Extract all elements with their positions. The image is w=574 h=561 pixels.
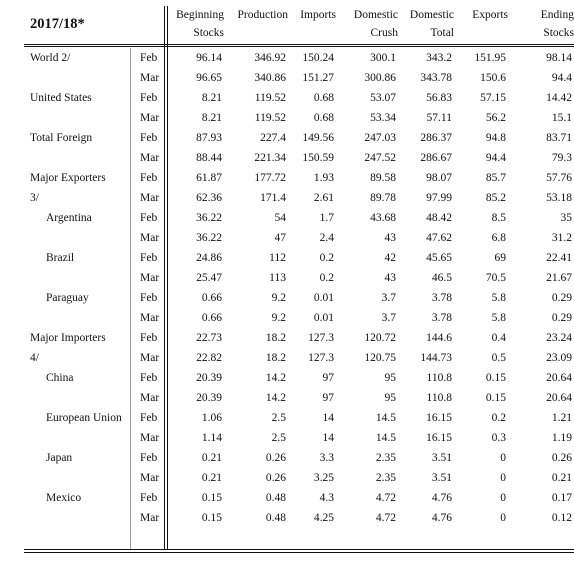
table-cell: 47.62	[426, 232, 452, 244]
table-cell: 20.64	[546, 372, 572, 384]
table-cell: 97	[322, 372, 334, 384]
table-cell: 9.2	[271, 292, 286, 304]
table-cell: 22.82	[196, 352, 222, 364]
table-cell: 0	[500, 472, 506, 484]
table-cell: 47	[274, 232, 286, 244]
table-cell: 8.5	[491, 212, 506, 224]
table-cell: 1.7	[319, 212, 334, 224]
table-cell: 113	[269, 272, 286, 284]
table-cell: 18.2	[265, 332, 286, 344]
row-label	[24, 428, 134, 448]
table-cell: 0.2	[491, 412, 506, 424]
table-cell: 2.5	[271, 432, 286, 444]
table-row	[24, 88, 574, 108]
table-row	[24, 348, 574, 368]
table-cell: 2.5	[271, 412, 286, 424]
table-cell: 149.56	[302, 132, 334, 144]
table-cell: 0.66	[201, 292, 222, 304]
table-cell: 0.15	[201, 512, 222, 524]
table-cell: 0	[500, 492, 506, 504]
table-cell: 61.87	[196, 172, 222, 184]
table-cell: 88.44	[196, 152, 222, 164]
table-cell: 1.06	[201, 412, 222, 424]
table-cell: 0.01	[313, 312, 334, 324]
table-cell: 14.2	[265, 392, 286, 404]
table-cell: 221.34	[254, 152, 286, 164]
table-cell: 23.09	[546, 352, 572, 364]
row-month: Mar	[140, 352, 160, 364]
table-cell: 0.48	[265, 492, 286, 504]
table-cell: 300.1	[370, 52, 396, 64]
table-cell: 144.73	[420, 352, 452, 364]
row-month: Feb	[140, 172, 158, 184]
table-row	[24, 68, 574, 88]
table-cell: 0.2	[319, 272, 334, 284]
table-cell: 0.68	[313, 112, 334, 124]
table-cell: 14.5	[375, 412, 396, 424]
table-cell: 3.3	[319, 452, 334, 464]
table-cell: 4.25	[313, 512, 334, 524]
table-cell: 300.86	[364, 72, 396, 84]
row-month: Mar	[140, 152, 160, 164]
supply-demand-table	[24, 6, 574, 528]
table-cell: 3.7	[381, 312, 396, 324]
row-month: Mar	[140, 512, 160, 524]
table-cell: 3.51	[431, 452, 452, 464]
row-month: Feb	[140, 332, 158, 344]
table-cell: 4.72	[375, 492, 396, 504]
table-cell: 36.22	[196, 212, 222, 224]
table-cell: 1.19	[551, 432, 572, 444]
row-label: Paraguay	[46, 292, 89, 304]
row-month: Mar	[140, 432, 160, 444]
table-row	[24, 168, 574, 188]
row-label	[24, 308, 134, 328]
table-cell: 0.5	[491, 352, 506, 364]
table-cell: 18.2	[265, 352, 286, 364]
table-row	[24, 108, 574, 128]
col-header-sub: Crush	[370, 27, 398, 39]
table-cell: 21.67	[546, 272, 572, 284]
table-cell: 0.21	[551, 472, 572, 484]
table-row	[24, 388, 574, 408]
table-cell: 2.35	[375, 472, 396, 484]
table-cell: 112	[269, 252, 286, 264]
table-cell: 36.22	[196, 232, 222, 244]
table-cell: 1.21	[551, 412, 572, 424]
table-cell: 79.3	[551, 152, 572, 164]
table-cell: 83.71	[546, 132, 572, 144]
row-month: Feb	[140, 292, 158, 304]
row-label: 3/	[30, 192, 39, 204]
row-label	[24, 228, 134, 248]
row-month: Mar	[140, 312, 160, 324]
table-cell: 96.65	[196, 72, 222, 84]
table-cell: 54	[274, 212, 286, 224]
table-cell: 14.42	[546, 92, 572, 104]
row-label: Mexico	[46, 492, 82, 504]
table-row	[24, 468, 574, 488]
row-label: Major Exporters	[30, 172, 106, 184]
table-cell: 0.26	[551, 452, 572, 464]
table-cell: 35	[560, 212, 572, 224]
table-cell: 227.4	[260, 132, 286, 144]
row-label	[24, 268, 134, 288]
table-cell: 151.27	[302, 72, 334, 84]
table-cell: 0.48	[265, 512, 286, 524]
table-cell: 0.26	[265, 472, 286, 484]
col-header-sub	[454, 24, 508, 42]
table-cell: 150.24	[302, 52, 334, 64]
table-cell: 4.76	[431, 512, 452, 524]
col-header: Ending	[540, 9, 574, 21]
table-cell: 2.4	[319, 232, 334, 244]
row-month: Feb	[140, 452, 158, 464]
table-cell: 57.76	[546, 172, 572, 184]
row-label: United States	[30, 92, 92, 104]
table-cell: 4.76	[431, 492, 452, 504]
row-month: Mar	[140, 112, 160, 124]
table-cell: 20.64	[546, 392, 572, 404]
table-cell: 127.3	[308, 352, 334, 364]
row-label	[24, 68, 134, 88]
table-cell: 343.2	[426, 52, 452, 64]
table-cell: 15.1	[551, 112, 572, 124]
row-label	[24, 148, 134, 168]
table-cell: 22.73	[196, 332, 222, 344]
table-cell: 0.21	[201, 472, 222, 484]
table-row	[24, 368, 574, 388]
row-label: World 2/	[30, 52, 71, 64]
table-cell: 0	[500, 452, 506, 464]
table-cell: 8.21	[201, 92, 222, 104]
row-month: Feb	[140, 412, 158, 424]
row-month: Mar	[140, 472, 160, 484]
table-cell: 20.39	[196, 372, 222, 384]
table-cell: 53.34	[370, 112, 396, 124]
col-header: Domestic	[353, 9, 398, 21]
row-month: Feb	[140, 492, 158, 504]
table-row	[24, 188, 574, 208]
table-cell: 177.72	[254, 172, 286, 184]
col-header: Imports	[300, 9, 336, 21]
table-cell: 62.36	[196, 192, 222, 204]
table-title: 2017/18*	[30, 16, 85, 32]
table-cell: 70.5	[485, 272, 506, 284]
table-cell: 3.78	[431, 312, 452, 324]
table-cell: 286.67	[420, 152, 452, 164]
row-month: Feb	[140, 132, 158, 144]
table-row	[24, 128, 574, 148]
table-cell: 110.8	[426, 392, 452, 404]
row-month: Mar	[140, 392, 160, 404]
row-label	[24, 508, 134, 528]
table-cell: 0.15	[201, 492, 222, 504]
table-row	[24, 308, 574, 328]
col-header-sub	[288, 24, 336, 42]
table-cell: 87.93	[196, 132, 222, 144]
table-cell: 97.99	[426, 192, 452, 204]
table-cell: 98.14	[546, 52, 572, 64]
table-cell: 14	[322, 432, 334, 444]
table-cell: 94.4	[551, 72, 572, 84]
table-cell: 56.2	[485, 112, 506, 124]
table-cell: 4.72	[375, 512, 396, 524]
table-cell: 0.68	[313, 92, 334, 104]
table-cell: 150.6	[480, 72, 506, 84]
table-row	[24, 248, 574, 268]
col-header: Beginning	[176, 9, 224, 21]
table-cell: 0.3	[491, 432, 506, 444]
table-cell: 0	[500, 512, 506, 524]
row-label: Brazil	[46, 252, 75, 264]
table-row	[24, 428, 574, 448]
row-label: Japan	[46, 452, 73, 464]
table-cell: 57.15	[480, 92, 506, 104]
table-cell: 0.21	[201, 452, 222, 464]
table-cell: 89.78	[370, 192, 396, 204]
table-cell: 48.42	[426, 212, 452, 224]
table-cell: 343.78	[420, 72, 452, 84]
table-row	[24, 268, 574, 288]
table-cell: 110.8	[426, 372, 452, 384]
table-cell: 0.12	[551, 512, 572, 524]
table-cell: 57.11	[426, 112, 452, 124]
col-header-sub: Stocks	[193, 27, 224, 39]
table-cell: 16.15	[426, 432, 452, 444]
table-cell: 14.5	[375, 432, 396, 444]
row-month: Mar	[140, 272, 160, 284]
row-month: Feb	[140, 92, 158, 104]
table-cell: 0.01	[313, 292, 334, 304]
table-cell: 95	[384, 392, 396, 404]
table-cell: 151.95	[474, 52, 506, 64]
table-cell: 31.2	[551, 232, 572, 244]
table-cell: 96.14	[196, 52, 222, 64]
col-header: Production	[237, 9, 288, 21]
table-cell: 43.68	[370, 212, 396, 224]
row-label: Argentina	[46, 212, 92, 224]
row-label: China	[46, 372, 74, 384]
table-row	[24, 48, 574, 68]
table-cell: 25.47	[196, 272, 222, 284]
row-month: Feb	[140, 372, 158, 384]
table-cell: 24.86	[196, 252, 222, 264]
table-cell: 53.18	[546, 192, 572, 204]
table-cell: 6.8	[491, 232, 506, 244]
table-cell: 1.14	[201, 432, 222, 444]
table-cell: 0.2	[319, 252, 334, 264]
table-row	[24, 328, 574, 348]
header-row-1	[24, 6, 574, 24]
table-row	[24, 148, 574, 168]
table-cell: 120.75	[364, 352, 396, 364]
table-cell: 20.39	[196, 392, 222, 404]
table-cell: 9.2	[271, 312, 286, 324]
table-cell: 85.2	[485, 192, 506, 204]
table-row	[24, 228, 574, 248]
col-header-sub	[224, 24, 288, 42]
bottom-rule-double	[24, 552, 574, 553]
table-body	[24, 48, 574, 528]
table-row	[24, 448, 574, 468]
row-label	[24, 468, 134, 488]
table-cell: 127.3	[308, 332, 334, 344]
table-cell: 46.5	[431, 272, 452, 284]
table-row	[24, 408, 574, 428]
table-cell: 5.8	[491, 312, 506, 324]
row-month: Feb	[140, 52, 158, 64]
table-cell: 3.78	[431, 292, 452, 304]
row-label: Major Importers	[30, 332, 106, 344]
table-cell: 346.92	[254, 52, 286, 64]
table-cell: 120.72	[364, 332, 396, 344]
row-label: 4/	[30, 352, 39, 364]
table-cell: 144.6	[426, 332, 452, 344]
table-cell: 119.52	[254, 92, 286, 104]
table-cell: 3.7	[381, 292, 396, 304]
table-cell: 94.4	[485, 152, 506, 164]
table-cell: 97	[322, 392, 334, 404]
row-month: Feb	[140, 252, 158, 264]
table-cell: 0.15	[485, 372, 506, 384]
table-cell: 119.52	[254, 112, 286, 124]
row-label: European Union	[46, 412, 122, 424]
row-month: Mar	[140, 232, 160, 244]
bottom-rule	[24, 549, 574, 550]
table-cell: 69	[494, 252, 506, 264]
table-cell: 0.29	[551, 312, 572, 324]
col-header: Domestic	[409, 9, 454, 21]
table-row	[24, 288, 574, 308]
table-cell: 1.93	[313, 172, 334, 184]
row-month: Mar	[140, 192, 160, 204]
table-cell: 0.29	[551, 292, 572, 304]
table-cell: 340.86	[254, 72, 286, 84]
table-cell: 0.15	[485, 392, 506, 404]
table-cell: 43	[384, 272, 396, 284]
table-cell: 98.07	[426, 172, 452, 184]
table-cell: 16.15	[426, 412, 452, 424]
table-cell: 286.37	[420, 132, 452, 144]
table-cell: 14.2	[265, 372, 286, 384]
table-cell: 0.17	[551, 492, 572, 504]
table-cell: 85.7	[485, 172, 506, 184]
table-cell: 53.07	[370, 92, 396, 104]
table-cell: 2.35	[375, 452, 396, 464]
table-cell: 150.59	[302, 152, 334, 164]
table-cell: 171.4	[260, 192, 286, 204]
table-cell: 22.41	[546, 252, 572, 264]
table-cell: 45.65	[426, 252, 452, 264]
row-label: Total Foreign	[30, 132, 93, 144]
table-cell: 247.03	[364, 132, 396, 144]
table-cell: 23.24	[546, 332, 572, 344]
table-cell: 94.8	[485, 132, 506, 144]
table-cell: 8.21	[201, 112, 222, 124]
row-month: Feb	[140, 212, 158, 224]
table-row	[24, 488, 574, 508]
table-cell: 3.51	[431, 472, 452, 484]
table-cell: 4.3	[319, 492, 334, 504]
col-header: Exports	[472, 9, 508, 21]
col-header-sub: Stocks	[543, 27, 574, 39]
col-header-sub: Total	[430, 27, 454, 39]
row-month: Mar	[140, 72, 160, 84]
table-cell: 42	[384, 252, 396, 264]
table-cell: 247.52	[364, 152, 396, 164]
table-cell: 14	[322, 412, 334, 424]
table-cell: 0.26	[265, 452, 286, 464]
table-cell: 89.58	[370, 172, 396, 184]
row-label	[24, 388, 134, 408]
table-cell: 2.61	[313, 192, 334, 204]
table-cell: 0.4	[491, 332, 506, 344]
table-row	[24, 508, 574, 528]
table-row	[24, 208, 574, 228]
table-cell: 0.66	[201, 312, 222, 324]
table-cell: 3.25	[313, 472, 334, 484]
table-cell: 95	[384, 372, 396, 384]
table-cell: 56.83	[426, 92, 452, 104]
table-cell: 5.8	[491, 292, 506, 304]
table-cell: 43	[384, 232, 396, 244]
row-label	[24, 108, 134, 128]
